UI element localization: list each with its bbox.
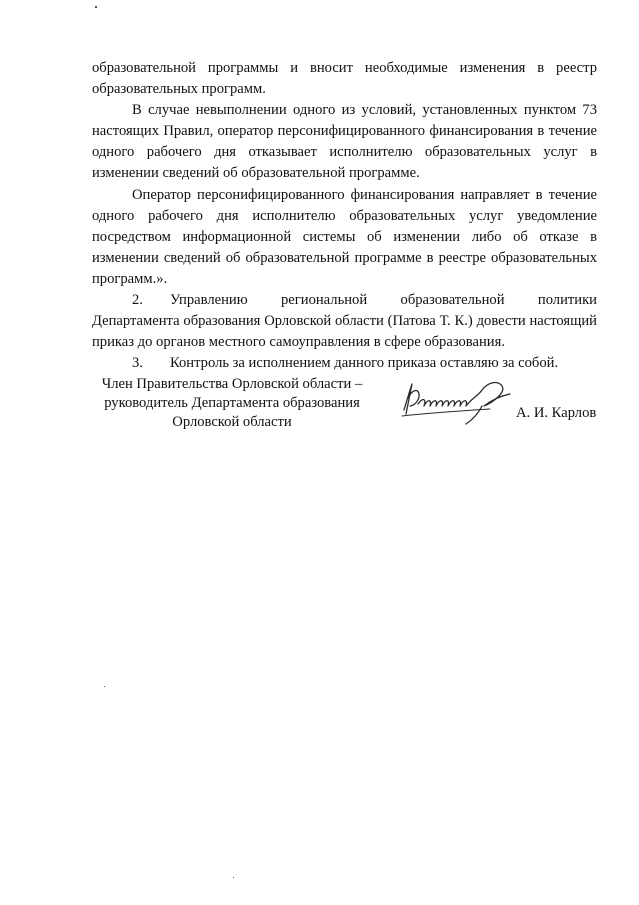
list-item-number: 3. [132,355,143,372]
signatory-position [92,375,372,432]
scan-speck [104,686,105,687]
position-line-3: Орловской области [172,414,292,430]
list-item-3 [92,353,597,374]
list-item-text: Управлению региональной образовательной политики Департамента образования Орловской области (Патова Т. К.) довести настоящий приказ до органов местного самоуправления в сфере образования. [92,292,597,351]
scan-speck [233,877,234,878]
paragraph-operator-notice: Оператор персонифицированного финансирования направляет в течение одного рабочего дня исполнителю образовательных услуг уведомление посредством информационной системы об изменении либо об отказе в изменении сведений об образовательной программе в реестре образовательных программ.». [92,186,597,287]
position-line-2: руководитель Департамента образования [104,395,360,411]
list-item-2 [92,290,597,353]
document-body [92,58,597,374]
scan-speck [95,6,97,8]
position-line-1: Член Правительства Орловской области – [101,376,363,392]
signatory-name: А. И. Карлов [516,405,597,421]
paragraph-refusal-conditions: В случае невыполнении одного из условий, установленных пунктом 73 настоящих Правил, оператор персонифицированного финансирования в течение одного рабочего дня отказывает исполнителю образовательных услуг в изменении сведений об образовательной программе. [92,102,597,182]
paragraph-continuation: образовательной программы и вносит необходимые изменения в реестр образовательных программ. [92,60,597,98]
handwritten-signature [398,376,518,426]
list-item-number: 2. [132,292,143,309]
list-item-text: Контроль за исполнением данного приказа оставляю за собой. [170,355,559,372]
